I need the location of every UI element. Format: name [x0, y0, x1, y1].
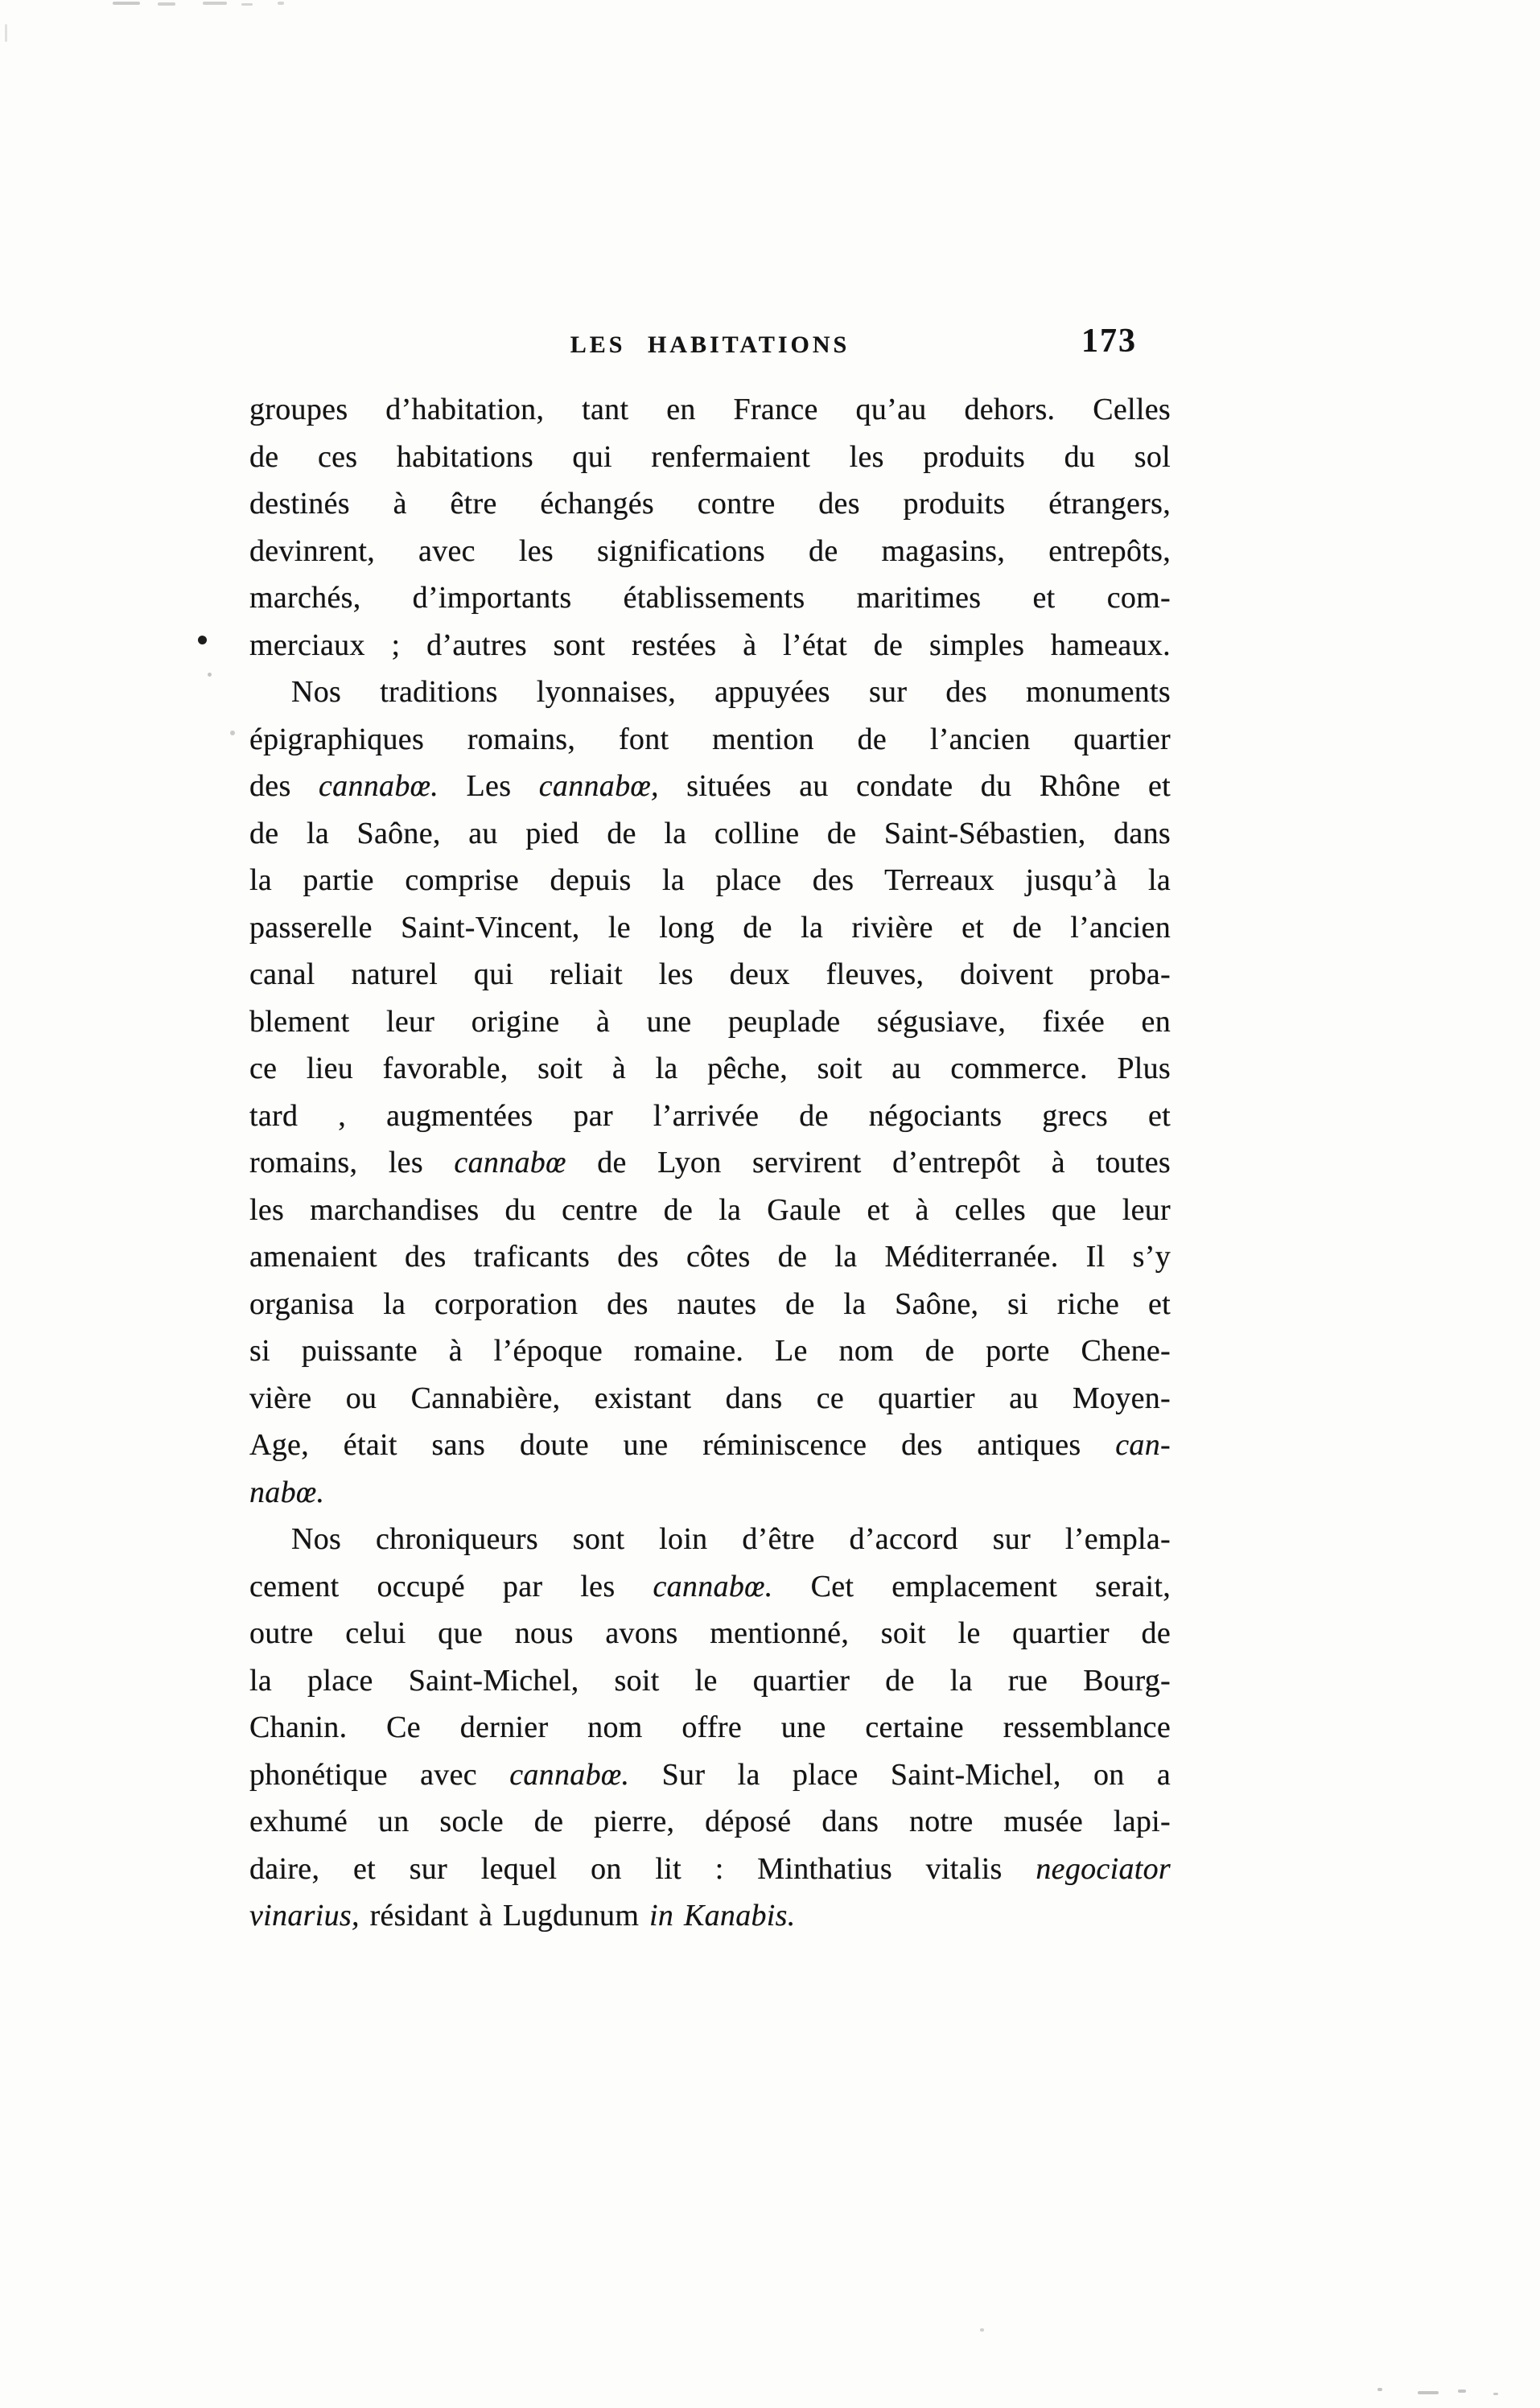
- text-segment: la place Saint-Michel, soit le quartier de la rue Bourg-: [249, 1663, 1171, 1698]
- text-segment: daire, et sur lequel on lit : Minthatius vitalis: [249, 1851, 1036, 1886]
- text-segment: Les: [439, 769, 539, 803]
- text-line: [249, 528, 1171, 575]
- text-line: [249, 716, 1171, 764]
- text-segment: de la Saône, au pied de la colline de Saint-Sébastien, dans: [249, 816, 1171, 850]
- italic-text-segment: cannabœ.: [318, 769, 439, 803]
- text-segment: de Lyon servirent d’entrepôt à toutes: [566, 1146, 1171, 1179]
- scan-speck: [113, 2, 140, 5]
- text-line: [249, 669, 1171, 716]
- text-segment: Cet emplacement serait,: [772, 1569, 1171, 1603]
- text-line: [249, 1798, 1171, 1846]
- italic-text-segment: negociator: [1036, 1851, 1171, 1886]
- scan-speck: [208, 673, 212, 677]
- text-segment: de ces habitations qui renfermaient les produits du sol: [249, 439, 1171, 474]
- text-segment: les marchandises du centre de la Gaule et à celles que leur: [249, 1192, 1171, 1227]
- scan-speck: [980, 2328, 984, 2332]
- italic-text-segment: cannabœ.: [653, 1569, 773, 1603]
- text-line: [249, 810, 1171, 858]
- text-segment: situées au condate du Rhône et: [658, 769, 1171, 803]
- text-segment: Nos chroniqueurs sont loin d’être d’accord sur l’empla-: [291, 1522, 1171, 1556]
- text-segment: destinés à être échangés contre des produits étrangers,: [249, 487, 1171, 521]
- text-line: [249, 574, 1171, 622]
- text-segment: canal naturel qui reliait les deux fleuves, doivent proba-: [249, 957, 1171, 991]
- text-segment: amenaient des traficants des côtes de la Méditerranée. Il s’y: [249, 1240, 1171, 1274]
- italic-text-segment: in Kanabis.: [649, 1899, 796, 1933]
- text-line: [249, 1422, 1171, 1469]
- italic-text-segment: nabœ.: [249, 1475, 325, 1509]
- text-segment: blement leur origine à une peuplade ségusiave, fixée en: [249, 1004, 1171, 1039]
- text-segment: Age, était sans doute une réminiscence des antiques: [249, 1428, 1116, 1462]
- text-segment: la partie comprise depuis la place des Terreaux jusqu’à la: [249, 863, 1171, 897]
- text-line: [249, 1281, 1171, 1328]
- text-line: [249, 1139, 1171, 1187]
- italic-text-segment: cannabœ,: [538, 769, 659, 803]
- text-line: [249, 951, 1171, 998]
- text-line: [249, 1233, 1171, 1281]
- text-segment: Chanin. Ce dernier nom offre une certaine ressemblance: [249, 1710, 1171, 1744]
- text-segment: vière ou Cannabière, existant dans ce quartier au Moyen-: [249, 1381, 1171, 1415]
- text-line: [249, 386, 1171, 434]
- text-line: [249, 1516, 1171, 1563]
- text-segment: groupes d’habitation, tant en France qu’au dehors. Celles: [249, 393, 1171, 426]
- text-line: [249, 998, 1171, 1046]
- scan-speck: [158, 2, 175, 6]
- text-line: [249, 857, 1171, 904]
- scan-speck: [1377, 2388, 1382, 2391]
- text-segment: exhumé un socle de pierre, déposé dans notre musée lapi-: [249, 1805, 1171, 1838]
- text-line: [249, 1892, 1171, 1940]
- text-line: [249, 1327, 1171, 1375]
- text-line: [249, 480, 1171, 528]
- text-line: [249, 1610, 1171, 1657]
- text-line: [249, 1846, 1171, 1893]
- scan-speck: [1458, 2389, 1466, 2393]
- text-segment: résidant à Lugdunum: [359, 1899, 649, 1933]
- text-segment: cement occupé par les: [249, 1569, 653, 1603]
- body-text: [249, 386, 1171, 1940]
- text-line: [249, 904, 1171, 952]
- italic-text-segment: cannabœ.: [509, 1757, 630, 1792]
- italic-text-segment: can-: [1115, 1428, 1171, 1462]
- text-line: [249, 1751, 1171, 1799]
- scan-speck: [1493, 2393, 1498, 2395]
- text-line: [249, 763, 1171, 810]
- margin-dot: [198, 636, 207, 644]
- text-segment: ce lieu favorable, soit à la pêche, soit au commerce. Plus: [249, 1052, 1171, 1085]
- page-header: [249, 325, 1171, 367]
- text-line: [249, 1704, 1171, 1751]
- text-line: [249, 1187, 1171, 1234]
- text-segment: Sur la place Saint-Michel, on a: [629, 1757, 1171, 1792]
- scan-speck: [5, 24, 7, 42]
- text-line: [249, 622, 1171, 669]
- text-segment: épigraphiques romains, font mention de l’ancien quartier: [249, 722, 1171, 756]
- text-segment: devinrent, avec les significations de magasins, entrepôts,: [249, 533, 1171, 568]
- text-segment: phonétique avec: [249, 1757, 510, 1792]
- italic-text-segment: vinarius,: [249, 1899, 360, 1933]
- text-segment: outre celui que nous avons mentionné, soit le quartier de: [249, 1616, 1171, 1650]
- scan-speck: [278, 2, 284, 5]
- text-line: [249, 1469, 1171, 1517]
- text-line: [249, 1657, 1171, 1705]
- text-line: [249, 1045, 1171, 1093]
- text-line: [249, 1375, 1171, 1422]
- text-segment: marchés, d’importants établissements maritimes et com-: [249, 581, 1171, 615]
- text-line: [249, 1563, 1171, 1611]
- scan-speck: [203, 2, 227, 5]
- text-line: [249, 434, 1171, 481]
- page-number: 173: [1081, 323, 1137, 360]
- text-segment: tard , augmentées par l’arrivée de négociants grecs et: [249, 1098, 1171, 1133]
- running-title: LES HABITATIONS: [570, 331, 850, 358]
- scan-speck: [230, 731, 235, 735]
- text-segment: passerelle Saint-Vincent, le long de la rivière et de l’ancien: [249, 910, 1171, 945]
- italic-text-segment: cannabœ: [454, 1146, 566, 1179]
- text-line: [249, 1093, 1171, 1140]
- text-segment: des: [249, 769, 319, 803]
- text-segment: romains, les: [249, 1146, 455, 1179]
- text-segment: merciaux ; d’autres sont restées à l’état de simples hameaux.: [249, 628, 1171, 662]
- text-segment: organisa la corporation des nautes de la Saône, si riche et: [249, 1286, 1171, 1321]
- text-segment: si puissante à l’époque romaine. Le nom de porte Chene-: [249, 1334, 1171, 1368]
- scan-speck: [241, 3, 253, 6]
- text-segment: Nos traditions lyonnaises, appuyées sur des monuments: [291, 675, 1171, 709]
- scan-speck: [1418, 2391, 1439, 2394]
